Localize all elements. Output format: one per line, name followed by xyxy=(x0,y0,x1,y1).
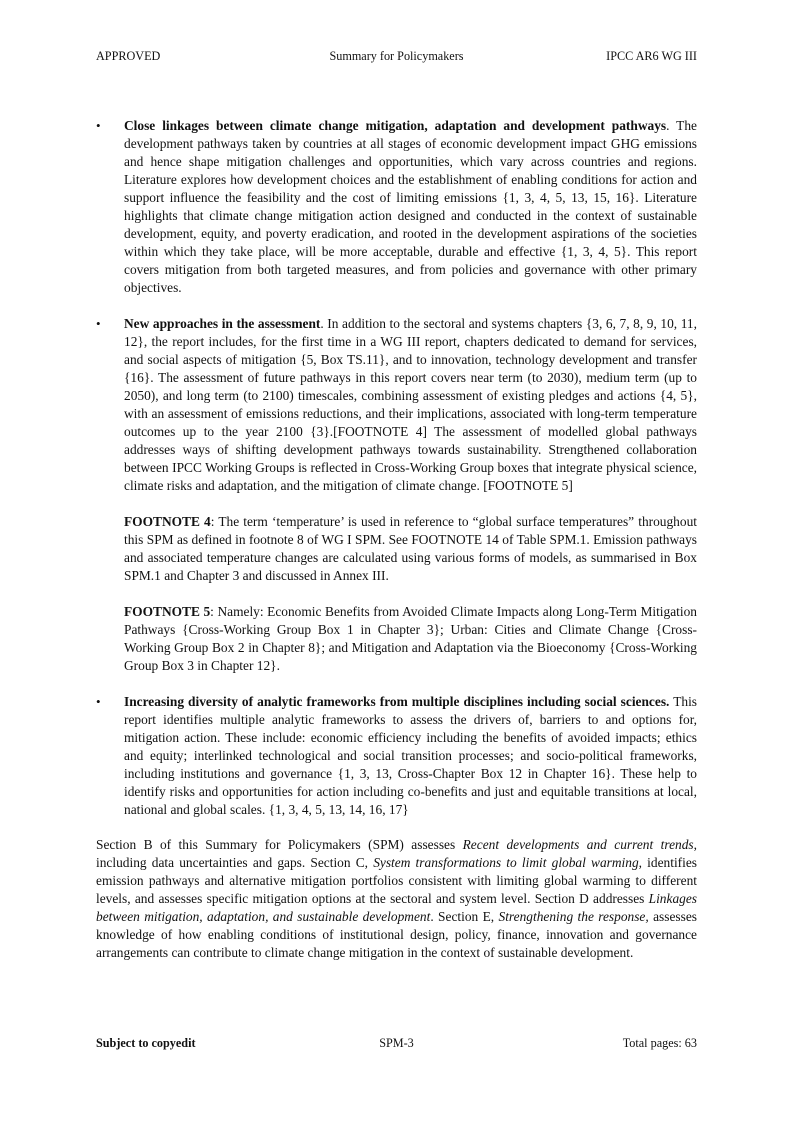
footnote-text: : The term ‘temperature’ is used in reference to “global surface temperatures” throughout this SPM as defined in footnote 8 of WG I SPM. See FOOTNOTE 14 of Table SPM.1. Emission pathways and associated temperature changes are calculated using various forms of models, as summarised in Box SPM.1 and Chapter 3 and discussed in Annex III. xyxy=(124,514,697,583)
footnote-label: FOOTNOTE 5 xyxy=(124,604,211,619)
closing-text: Section B of this Summary for Policymakers (SPM) assesses xyxy=(96,837,463,852)
header-report-id: IPCC AR6 WG III xyxy=(606,49,697,63)
main-content xyxy=(96,117,697,962)
bullet-heading: Increasing diversity of analytic frameworks from multiple disciplines including social sciences. xyxy=(124,694,670,709)
header-status: APPROVED xyxy=(96,49,161,63)
bullet-marker: • xyxy=(96,316,101,331)
footnote-label: FOOTNOTE 4 xyxy=(124,514,211,529)
closing-paragraph xyxy=(96,836,697,962)
page-header xyxy=(96,47,697,65)
closing-emphasis: Linkages between mitigation, adaptation, and sustainable development xyxy=(96,891,697,924)
bullet-paragraph xyxy=(124,315,697,495)
footer-copyedit-note: Subject to copyedit xyxy=(96,1036,196,1050)
bullet-item xyxy=(96,117,697,297)
footnote-paragraph xyxy=(124,603,697,675)
bullet-paragraph xyxy=(124,117,697,297)
closing-emphasis: Strengthening the response, xyxy=(498,909,649,924)
bullet-marker: • xyxy=(96,118,101,133)
closing-text: . Section E, xyxy=(430,909,499,924)
closing-emphasis: Recent developments and current trends xyxy=(462,837,694,852)
bullet-text: This report identifies multiple analytic frameworks to assess the drivers of, barriers to and options for, mitigation action. These include: economic efficiency including the benefits of avoided impacts; ethics and equity; interlinked technological and social transition processes; and socio-political frameworks, including institutions and governance {1, 3, 13, Cross-Chapter Box 12 in Chapter 16}. These help to identify risks and opportunities for action including co-benefits and just and equitable transitions at local, national and global scales. {1, 3, 4, 5, 13, 14, 16, 17} xyxy=(124,694,697,817)
bullet-marker: • xyxy=(96,694,101,709)
bullet-heading: Close linkages between climate change mitigation, adaptation and development pathways xyxy=(124,118,667,133)
closing-emphasis: System transformations to limit global warming xyxy=(373,855,639,870)
closing-text: , identifies emission pathways and alternative mitigation portfolios consistent with limiting global warming to different levels, and assesses specific mitigation options at the sectoral and system level. Section D addresses xyxy=(96,855,697,906)
bullet-paragraph xyxy=(124,693,697,819)
bullet-item xyxy=(96,693,697,819)
bullet-item xyxy=(96,315,697,675)
closing-text: , including data uncertainties and gaps. Section C, xyxy=(96,837,697,870)
bullet-text: . In addition to the sectoral and systems chapters {3, 6, 7, 8, 9, 10, 11, 12}, the report includes, for the first time in a WG III report, chapters dedicated to demand for services, and social aspects of mitigation {5, Box TS.11}, and to innovation, technology development and transfer {16}. The assessment of future pathways in this report covers near term (to 2030), medium term (up to 2050), and long term (to 2100) timescales, combining assessment of existing pledges and actions {4, 5}, with an assessment of emissions reductions, and their implications, associated with long-term temperature outcomes up to the year 2100 {3}.[FOOTNOTE 4] The assessment of modelled global pathways addresses ways of shifting development pathways towards sustainability. Strengthened collaboration between IPCC Working Groups is reflected in Cross-Working Group boxes that integrate physical science, climate risks and adaptation, and the mitigation of climate change. [FOOTNOTE 5] xyxy=(124,316,697,493)
footnote-text: : Namely: Economic Benefits from Avoided Climate Impacts along Long-Term Mitigation Pathways {Cross-Working Group Box 1 in Chapter 3}; Urban: Cities and Climate Change {Cross-Working Group Box 2 in Chapter 8}; and Mitigation and Adaptation via the Bioeconomy {Cross-Working Group Box 3 in Chapter 12}. xyxy=(124,604,697,673)
page-footer xyxy=(96,1034,697,1052)
bullet-heading: New approaches in the assessment xyxy=(124,316,321,331)
header-title: Summary for Policymakers xyxy=(329,49,464,63)
footnote-paragraph xyxy=(124,513,697,585)
bullet-text: . The development pathways taken by countries at all stages of economic development impact GHG emissions and hence shape mitigation challenges and opportunities, which vary across countries and regions. Literature explores how development choices and the establishment of enabling conditions for action and support influence the feasibility and the cost of limiting emissions {1, 3, 4, 5, 13, 15, 16}. Literature highlights that climate change mitigation action designed and conducted in the context of sustainable development, equity, and poverty eradication, and rooted in the development aspirations of the societies within which they take place, will be more acceptable, durable and effective {1, 3, 4, 5}. This report covers mitigation from both targeted measures, and from policies and governance with other primary objectives. xyxy=(124,118,697,295)
footer-page-number: SPM-3 xyxy=(379,1036,414,1050)
footer-total-pages: Total pages: 63 xyxy=(622,1036,697,1050)
closing-text: assesses knowledge of how enabling conditions of institutional design, policy, finance, innovation and governance arrangements can contribute to climate change mitigation in the context of sustainable development. xyxy=(96,909,698,960)
